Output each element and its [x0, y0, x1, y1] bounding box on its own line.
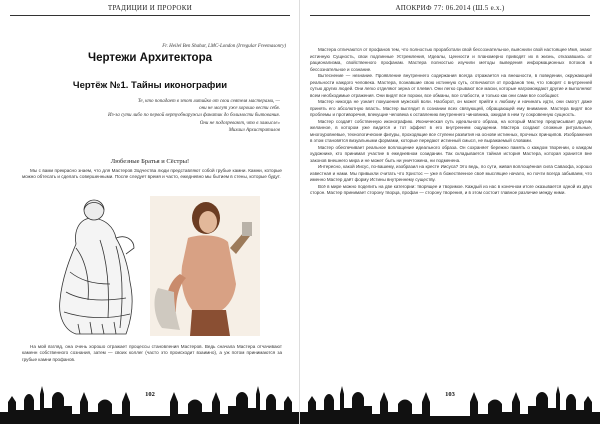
- page-number-left: [0, 391, 300, 398]
- right-body-text: [310, 47, 592, 197]
- article-subtitle: Чертёж №1. Тайны иконографии: [72, 80, 228, 91]
- paragraph: Вытеснение — незнание. Проявление внутреннего содержания всегда отражается на внешности, в поведении, окружающей реальности каждого человека. Мастера, познавшие свою истинную суть, отличаются от профанов тем, что говорят с внутренней сутью других людей. Они легко отделяют зерна от плевел. Они легко срывают все маски, которые нагромождают другие и выполняют всем необходимые отражения. Они видят все пороки, все обманы, все слабости, и только как они сами все сообщают.: [310, 73, 592, 98]
- epigraph-author: Михаил Архистратилов: [228, 127, 280, 133]
- intro-paragraph: [22, 168, 282, 181]
- right-page: [300, 0, 600, 424]
- epigraph: [50, 98, 280, 134]
- epigraph-line: Те, кто попадает в этот литийко от свои сеятеля мастерами, —: [137, 99, 280, 104]
- cloaked-figure: [60, 200, 134, 334]
- paragraph: Мы с вами прекрасно знаем, что для Мастеров Зодчества люди представляют собой грубые камни. Камни, которые можно обтесать и сделать совершенными. После следует время и часто, ежедневно мы бытием в стены, которые будут.: [22, 168, 282, 180]
- epigraph-line: они не могут уже хорошо вести себя.: [199, 106, 280, 112]
- folio-text: 102: [141, 391, 159, 398]
- running-head-left: ТРАДИЦИИ И ПРОРОКИ: [107, 4, 193, 12]
- paragraph: Мастер создаёт собственную иконографию. Иконическая суть идеального образа, на который Мастер предписывает другим желанное, в котором уже видится и тот эффект в его внутреннем ощущении. Мастера создают сложные ритуальные, многоуровневые, технологические фигуры, проходящие все ступени развития на основе истинных, прочных принципов. Изображения в этом становятся визуальными формами, которые передают истинный смысл, не выражаемый словами.: [310, 118, 592, 143]
- paragraph: Всё в мире можно поделить на две категории: творящее и творимое. Каждый из нас в конечном итоге оказывается одной из двух сторон. Мастер принимает сторону творца, профан — сторону творения, и в этом состоит главное различие между ними.: [310, 183, 592, 195]
- paragraph: Мастер обеспечивает реальное воплощение идеального образа. Он сохраняет бережно память о каждом творении, о каждом художнике, кто принимал участие в ежедневном созидании. Так складывается тайная история Мастера, которая хранится вне законов внешнего мира и не может быть ни уничтожена, ни подменена.: [310, 144, 592, 163]
- epigraph-line: Они не подозревают, что в замысле»: [199, 120, 280, 126]
- closing-paragraph: [22, 344, 282, 363]
- paragraph: Мастер никогда не узнает покушения мужской воли. Наоборот, он может прийти к любому и начинать идти, они смогут даже принять его абсолютную власть. Мастер выглядит в сознании всех связующей, обращающей ему внимание. Мастера видят все проблемы и противоречия, влекущие человека к оставлению внутреннего чиновника, ожидая в нем ту сокровенную сущность.: [310, 99, 592, 117]
- skyline-ornament: [300, 372, 600, 424]
- section-heading: Любезные Братья и Сёстры!: [110, 158, 190, 165]
- skyline-ornament: [0, 372, 300, 424]
- article-byline: Fr. Heilel Ben Shahar, LMC-London (Irregular Freemasonry): [162, 44, 286, 49]
- engraving-illustration: [30, 188, 270, 338]
- paragraph: На мой взгляд, она очень хорошо отражает процессы становления Мастеров. Ведь сначала Мастера отчачивают каменн собственного сознания, затем — своих коллег (часто это происходит взаимно), а уж потом принимаются за грубые камни профанов.: [22, 344, 282, 362]
- sculptor-figure: [150, 196, 260, 336]
- epigraph-line: Из-за сути либо по первой вертуобнаружил фанатик до болимости бытования.: [108, 113, 280, 119]
- paragraph: Интересно, какой Иисус, по-вашему, изобразил на кресте Иисуса? Это ведь, по сути, живая воплощённая сила Саваофа, хорошо известная и нами. Мы привыкли считать что Христос — уже в божественное своё мыслящее начало, но почти всегда забываем, что именно Мастер даёт форму Истины внутреннему существу.: [310, 164, 592, 182]
- page-number-right: [300, 391, 600, 398]
- article-title: Чертежи Архитектора: [88, 52, 212, 64]
- header-rule-right: [310, 15, 590, 16]
- folio-text: 103: [441, 391, 459, 398]
- running-head-right: АПОКРИФ 77: 06.2014 (Ш.5 е.х.): [395, 4, 505, 12]
- paragraph: Мастера отличаются от профанов тем, что полностью проработали свой бессознательное, выяснили свой настоящее Имя, знают истинную Сущность, свои подлинные Устремления, Идеалы, Ценности и планомерно приводят их в жизнь, отказавшись от рационализма, свойственного профанам. Мастера полностью изучили методы выведения информационных потоков в бессознательное и сознание.: [310, 47, 592, 72]
- header-rule-left: [10, 15, 290, 16]
